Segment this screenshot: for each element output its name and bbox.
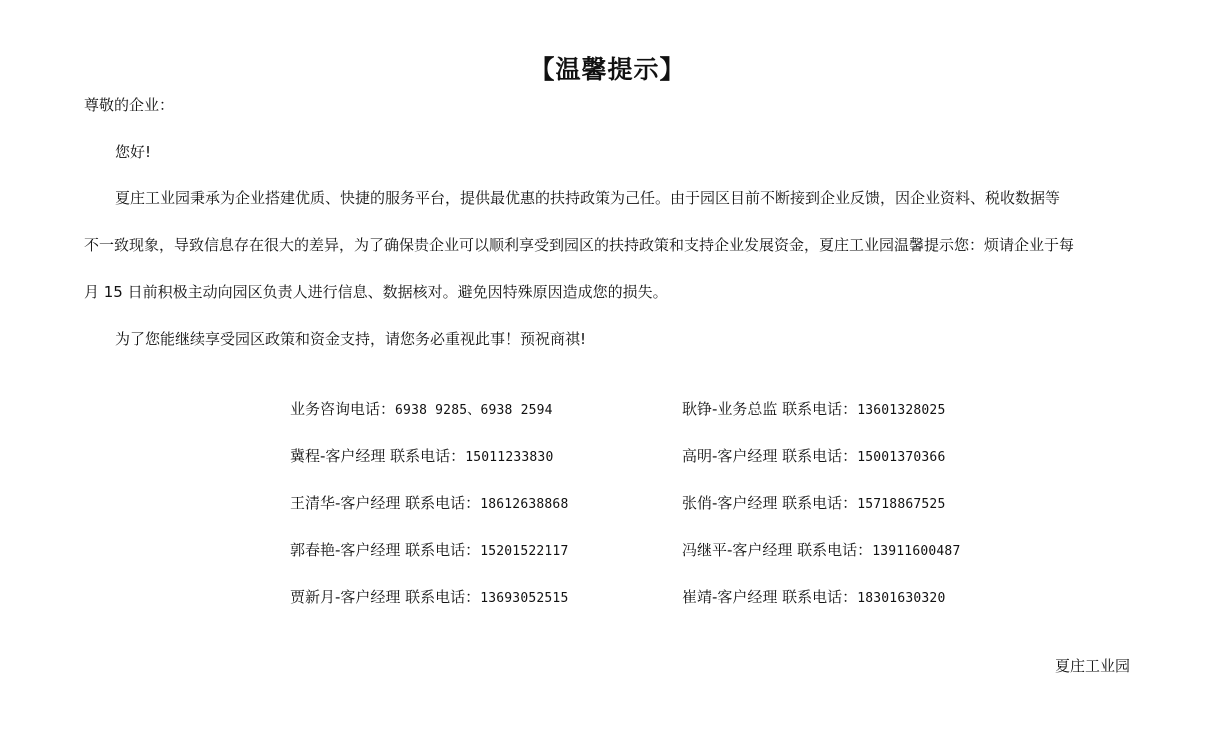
contact-row bbox=[290, 537, 1050, 584]
signature: 夏庄工业园 bbox=[1054, 657, 1130, 675]
contact-label: 王清华-客户经理 联系电话： bbox=[290, 494, 481, 512]
contact-phone: 18301630320 bbox=[857, 591, 946, 606]
contact-phone: 13693052515 bbox=[480, 591, 569, 606]
contact-label: 冯继平-客户经理 联系电话： bbox=[682, 541, 873, 559]
contact-item bbox=[290, 584, 568, 612]
contact-label: 崔靖-客户经理 联系电话： bbox=[682, 588, 858, 606]
contact-item bbox=[682, 443, 945, 471]
page-title: 【温馨提示】 bbox=[529, 55, 686, 84]
contact-label: 冀程-客户经理 联系电话： bbox=[290, 447, 466, 465]
contact-item bbox=[682, 396, 945, 424]
contact-phone: 18612638868 bbox=[480, 497, 569, 512]
contact-item bbox=[290, 490, 568, 518]
body-line-3: 月 15 日前积极主动向园区负责人进行信息、数据核对。避免因特殊原因造成您的损失。 bbox=[84, 283, 668, 301]
contact-label: 高明-客户经理 联系电话： bbox=[682, 447, 858, 465]
contact-item bbox=[682, 537, 960, 565]
contact-item bbox=[290, 537, 568, 565]
contact-label: 贾新月-客户经理 联系电话： bbox=[290, 588, 481, 606]
contact-phone: 15201522117 bbox=[480, 544, 569, 559]
contact-phone: 6938 9285、6938 2594 bbox=[395, 403, 553, 418]
contact-phone: 15011233830 bbox=[465, 450, 554, 465]
contact-phone: 13601328025 bbox=[857, 403, 946, 418]
contact-item bbox=[682, 584, 945, 612]
contact-label: 郭春艳-客户经理 联系电话： bbox=[290, 541, 481, 559]
contact-row bbox=[290, 490, 1050, 537]
closing-line: 为了您能继续享受园区政策和资金支持，请您务必重视此事！预祝商祺! bbox=[115, 330, 587, 348]
contact-item bbox=[682, 490, 945, 518]
greeting: 您好! bbox=[115, 143, 152, 161]
salutation: 尊敬的企业： bbox=[84, 96, 175, 114]
body-line-1: 夏庄工业园秉承为企业搭建优质、快捷的服务平台，提供最优惠的扶持政策为己任。由于园区目前不断接到企业反馈，因企业资料、税收数据等 bbox=[115, 189, 1061, 207]
contact-list bbox=[290, 396, 1050, 631]
contact-row bbox=[290, 396, 1050, 443]
contact-item bbox=[290, 396, 553, 424]
contact-label: 张俏-客户经理 联系电话： bbox=[682, 494, 858, 512]
body-line-2: 不一致现象，导致信息存在很大的差异，为了确保贵企业可以顺利享受到园区的扶持政策和支持企业发展资金，夏庄工业园温馨提示您：烦请企业于每 bbox=[84, 236, 1075, 254]
contact-row bbox=[290, 443, 1050, 490]
contact-phone: 15001370366 bbox=[857, 450, 946, 465]
contact-item bbox=[290, 443, 553, 471]
contact-phone: 13911600487 bbox=[872, 544, 961, 559]
contact-label: 耿铮-业务总监 联系电话： bbox=[682, 400, 858, 418]
contact-row bbox=[290, 584, 1050, 631]
contact-phone: 15718867525 bbox=[857, 497, 946, 512]
contact-label: 业务咨询电话： bbox=[290, 400, 396, 418]
